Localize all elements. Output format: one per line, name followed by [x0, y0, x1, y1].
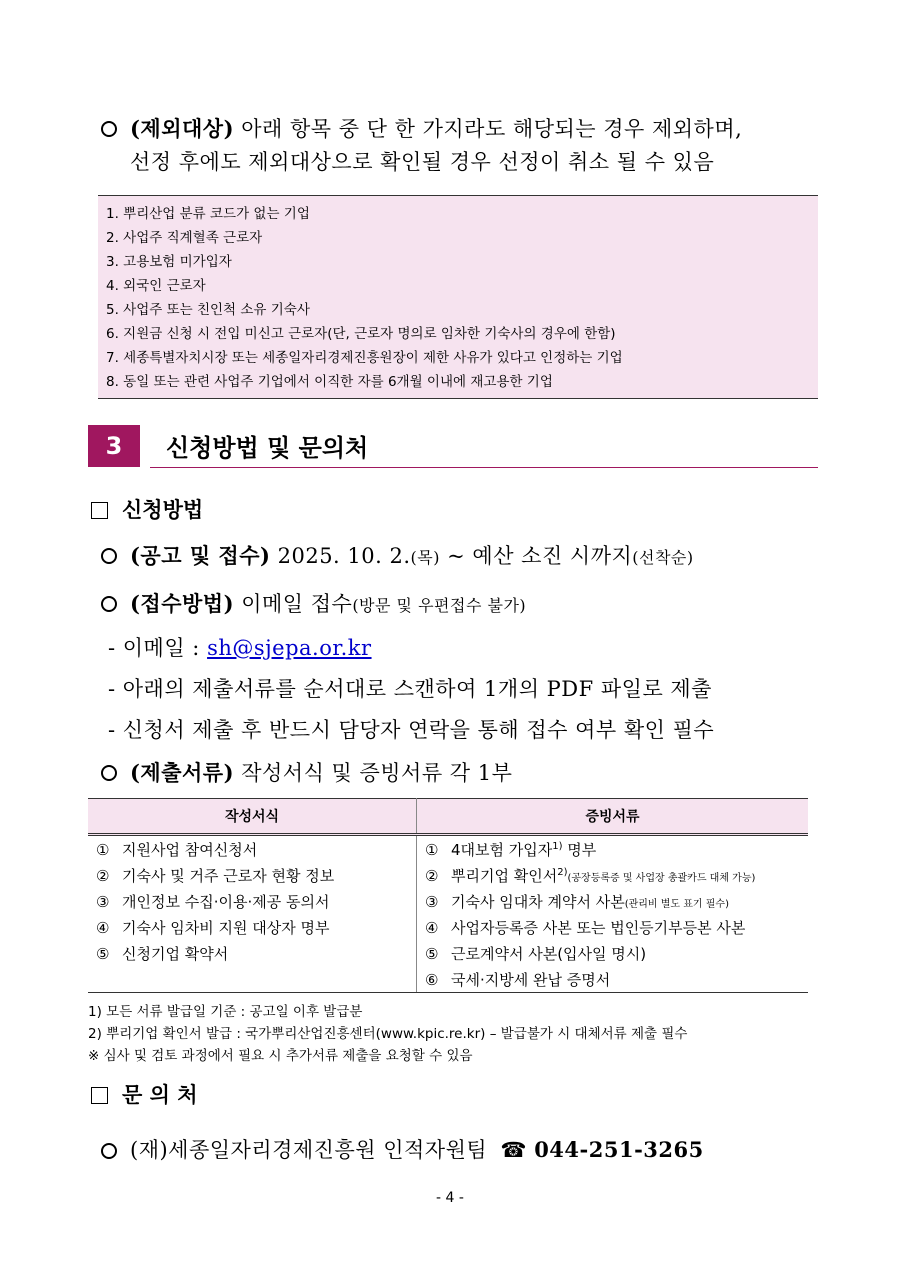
exclusion-label: (제외대상) [130, 116, 235, 141]
apply-heading: 신청방법 [122, 498, 204, 522]
table-row [88, 966, 808, 993]
table-header-row [88, 799, 808, 835]
table-row [88, 888, 808, 914]
docs-text: 작성서식 및 증빙서류 각 1부 [234, 761, 513, 785]
contact-phone: 044-251-3265 [534, 1137, 704, 1162]
footnote: ※ 심사 및 검토 과정에서 필요 시 추가서류 제출을 요청할 수 있음 [88, 1048, 473, 1064]
exclusion-line1 [130, 113, 742, 143]
email-line [108, 632, 372, 662]
contact-org: (재)세종일자리경제진흥원 인적자원팀 [130, 1138, 488, 1162]
evidence-cell: ⑤ 근로계약서 사본(입사일 명시) [425, 944, 647, 963]
form-cell: ③ 개인정보 수집·이용·제공 동의서 [88, 888, 417, 914]
notice-label: (공고 및 접수) [130, 543, 271, 568]
exclusion-item: 3. 고용보험 미가입자 [106, 254, 232, 270]
exclusion-item: 5. 사업주 또는 친인척 소유 기숙사 [106, 302, 310, 318]
submit-pdf-line: - 아래의 제출서류를 순서대로 스캔하여 1개의 PDF 파일로 제출 [108, 677, 712, 701]
phone-icon: ☎ [500, 1138, 527, 1162]
bullet-icon [101, 121, 117, 137]
section-number: 3 [88, 425, 140, 467]
table-row [88, 914, 808, 940]
form-cell: ① 지원사업 참여신청서 [88, 835, 417, 863]
exclusion-item: 8. 동일 또는 관련 사업주 기업에서 이직한 자를 6개월 이내에 재고용한 기업 [106, 374, 553, 390]
evidence-cell: ① 4대보험 가입자$^{1)}$ 명부 [425, 840, 597, 859]
bullet-icon [101, 548, 117, 564]
exclusion-item: 6. 지원금 신청 시 전입 미신고 근로자(단, 근로자 명의로 임차한 기숙사의 경우에 한함) [106, 326, 616, 342]
exclusion-list [98, 196, 818, 394]
section-title: 신청방법 및 문의처 [166, 434, 369, 462]
section-rule [150, 467, 818, 468]
table-row [88, 940, 808, 966]
notice-line [130, 540, 694, 570]
table-row [88, 835, 808, 863]
footnote: 1) 모든 서류 발급일 기준 : 공고일 이후 발급분 [88, 1004, 363, 1020]
method-line [130, 588, 526, 618]
exclusion-item: 4. 외국인 근로자 [106, 278, 206, 294]
evidence-cell: ③ 기숙사 임대차 계약서 사본(관리비 별도 표기 필수) [425, 892, 729, 911]
notice-rest: ~ 예산 소진 시까지 [439, 544, 633, 568]
exclusion-item: 1. 뿌리산업 분류 코드가 없는 기업 [106, 206, 310, 222]
checkbox-square-icon [91, 502, 108, 519]
confirm-line: - 신청서 제출 후 반드시 담당자 연락을 통해 접수 여부 확인 필수 [108, 718, 715, 742]
evidence-cell: ④ 사업자등록증 사본 또는 법인등기부등본 사본 [425, 918, 746, 937]
exclusion-item: 7. 세종특별자치시장 또는 세종일자리경제진흥원장이 제한 사유가 있다고 인정하는 기업 [106, 350, 623, 366]
header-forms: 작성서식 [88, 799, 417, 835]
email-prefix: - 이메일 : [108, 636, 208, 660]
exclusion-list-box [98, 195, 818, 399]
exclusion-line2: 선정 후에도 제외대상으로 확인될 경우 선정이 취소 될 수 있음 [130, 150, 715, 174]
email-link[interactable]: sh@sjepa.or.kr [207, 636, 372, 660]
notice-day: (목) [410, 548, 440, 567]
footnote: 2) 뿌리기업 확인서 발급 : 국가뿌리산업진흥센터(www.kpic.re.kr) – 발급불가 시 대체서류 제출 필수 [88, 1026, 688, 1042]
docs-line [130, 757, 512, 787]
notice-date: 2025. 10. 2. [270, 544, 411, 568]
evidence-cell: ⑥ 국세·지방세 완납 증명서 [417, 966, 809, 993]
page-number: - 4 - [436, 1190, 464, 1206]
header-evidence: 증빙서류 [417, 799, 809, 835]
form-cell: ② 기숙사 및 거주 근로자 현황 정보 [88, 862, 417, 888]
form-cell: ④ 기숙사 임차비 지원 대상자 명부 [88, 914, 417, 940]
contact-line [130, 1134, 704, 1164]
contact-heading: 문 의 처 [122, 1083, 198, 1107]
docs-label: (제출서류) [130, 760, 235, 785]
method-text: 이메일 접수 [234, 592, 353, 616]
exclusion-text1: 아래 항목 중 단 한 가지라도 해당되는 경우 제외하며, [234, 117, 743, 141]
bullet-icon [101, 765, 117, 781]
method-label: (접수방법) [130, 591, 235, 616]
bullet-icon [101, 596, 117, 612]
form-cell [88, 966, 417, 993]
notice-order: (선착순) [632, 548, 694, 567]
table-row [88, 862, 808, 888]
checkbox-square-icon [91, 1087, 108, 1104]
documents-table [88, 798, 808, 993]
exclusion-item: 2. 사업주 직계혈족 근로자 [106, 230, 263, 246]
form-cell: ⑤ 신청기업 확약서 [88, 940, 417, 966]
evidence-cell: ② 뿌리기업 확인서$^{2)}$(공장등록증 및 사업장 총괄카드 대체 가능) [425, 866, 756, 885]
bullet-icon [101, 1143, 117, 1159]
method-paren: (방문 및 우편접수 불가) [352, 596, 527, 615]
